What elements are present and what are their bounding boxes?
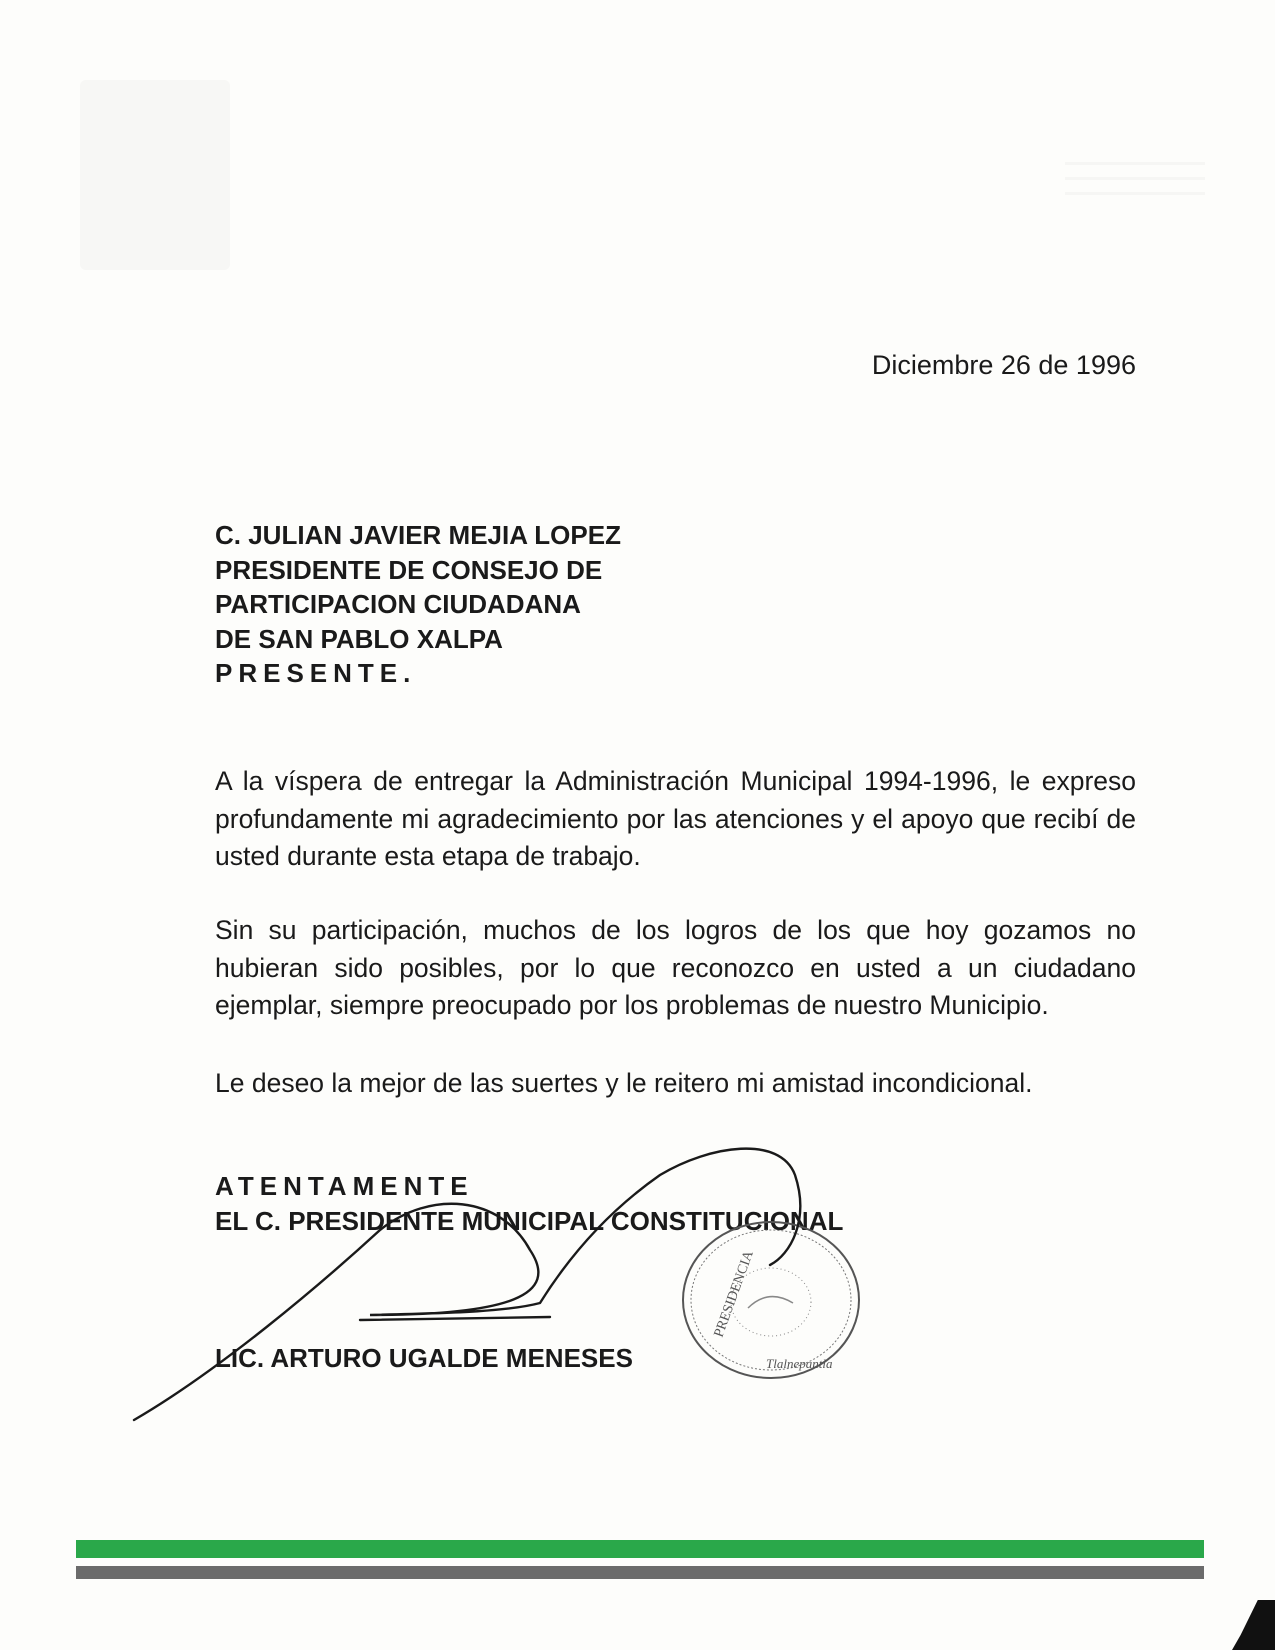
recipient-block [215,518,621,691]
svg-text:Tlalnepantla: Tlalnepantla [766,1356,833,1371]
body-paragraph-2: Sin su participación, muchos de los logros de los que hoy gozamos no hubieran sido posibles, por lo que reconozco en usted a un ciudadano ejemplar, siempre preocupado por los problemas de nuestro Municipio. [215,915,1136,1020]
recipient-title-line-3: DE SAN PABLO XALPA [215,623,503,654]
signer-name: LIC. ARTURO UGALDE MENESES [215,1343,633,1373]
footer-gray-bar [76,1566,1204,1579]
faded-letterhead-marks [1065,150,1205,240]
scan-corner-shadow [1232,1600,1275,1650]
faded-letterhead-logo [80,80,230,270]
body-paragraph-3: Le deseo la mejor de las suertes y le reitero mi amistad incondicional. [215,1068,1033,1098]
closing-atentamente: ATENTAMENTE [215,1171,474,1201]
letter-date: Diciembre 26 de 1996 [871,350,1136,380]
recipient-presente: PRESENTE. [215,658,417,688]
closing-title: EL C. PRESIDENTE MUNICIPAL CONSTITUCIONAL [215,1205,844,1236]
footer-green-bar [76,1540,1204,1558]
recipient-title-line-1: PRESIDENTE DE CONSEJO DE [215,554,603,585]
svg-text:PRESIDENCIA: PRESIDENCIA [711,1248,757,1340]
recipient-name: C. JULIAN JAVIER MEJIA LOPEZ [215,520,621,550]
body-paragraph-1: A la víspera de entregar la Administración Municipal 1994-1996, le expreso profundamente mi agradecimiento por las atenciones y el apoyo que recibí de usted durante esta etapa de trabajo. [215,766,1136,871]
recipient-title-line-2: PARTICIPACION CIUDADANA [215,589,581,619]
handwritten-signature [130,1135,850,1455]
